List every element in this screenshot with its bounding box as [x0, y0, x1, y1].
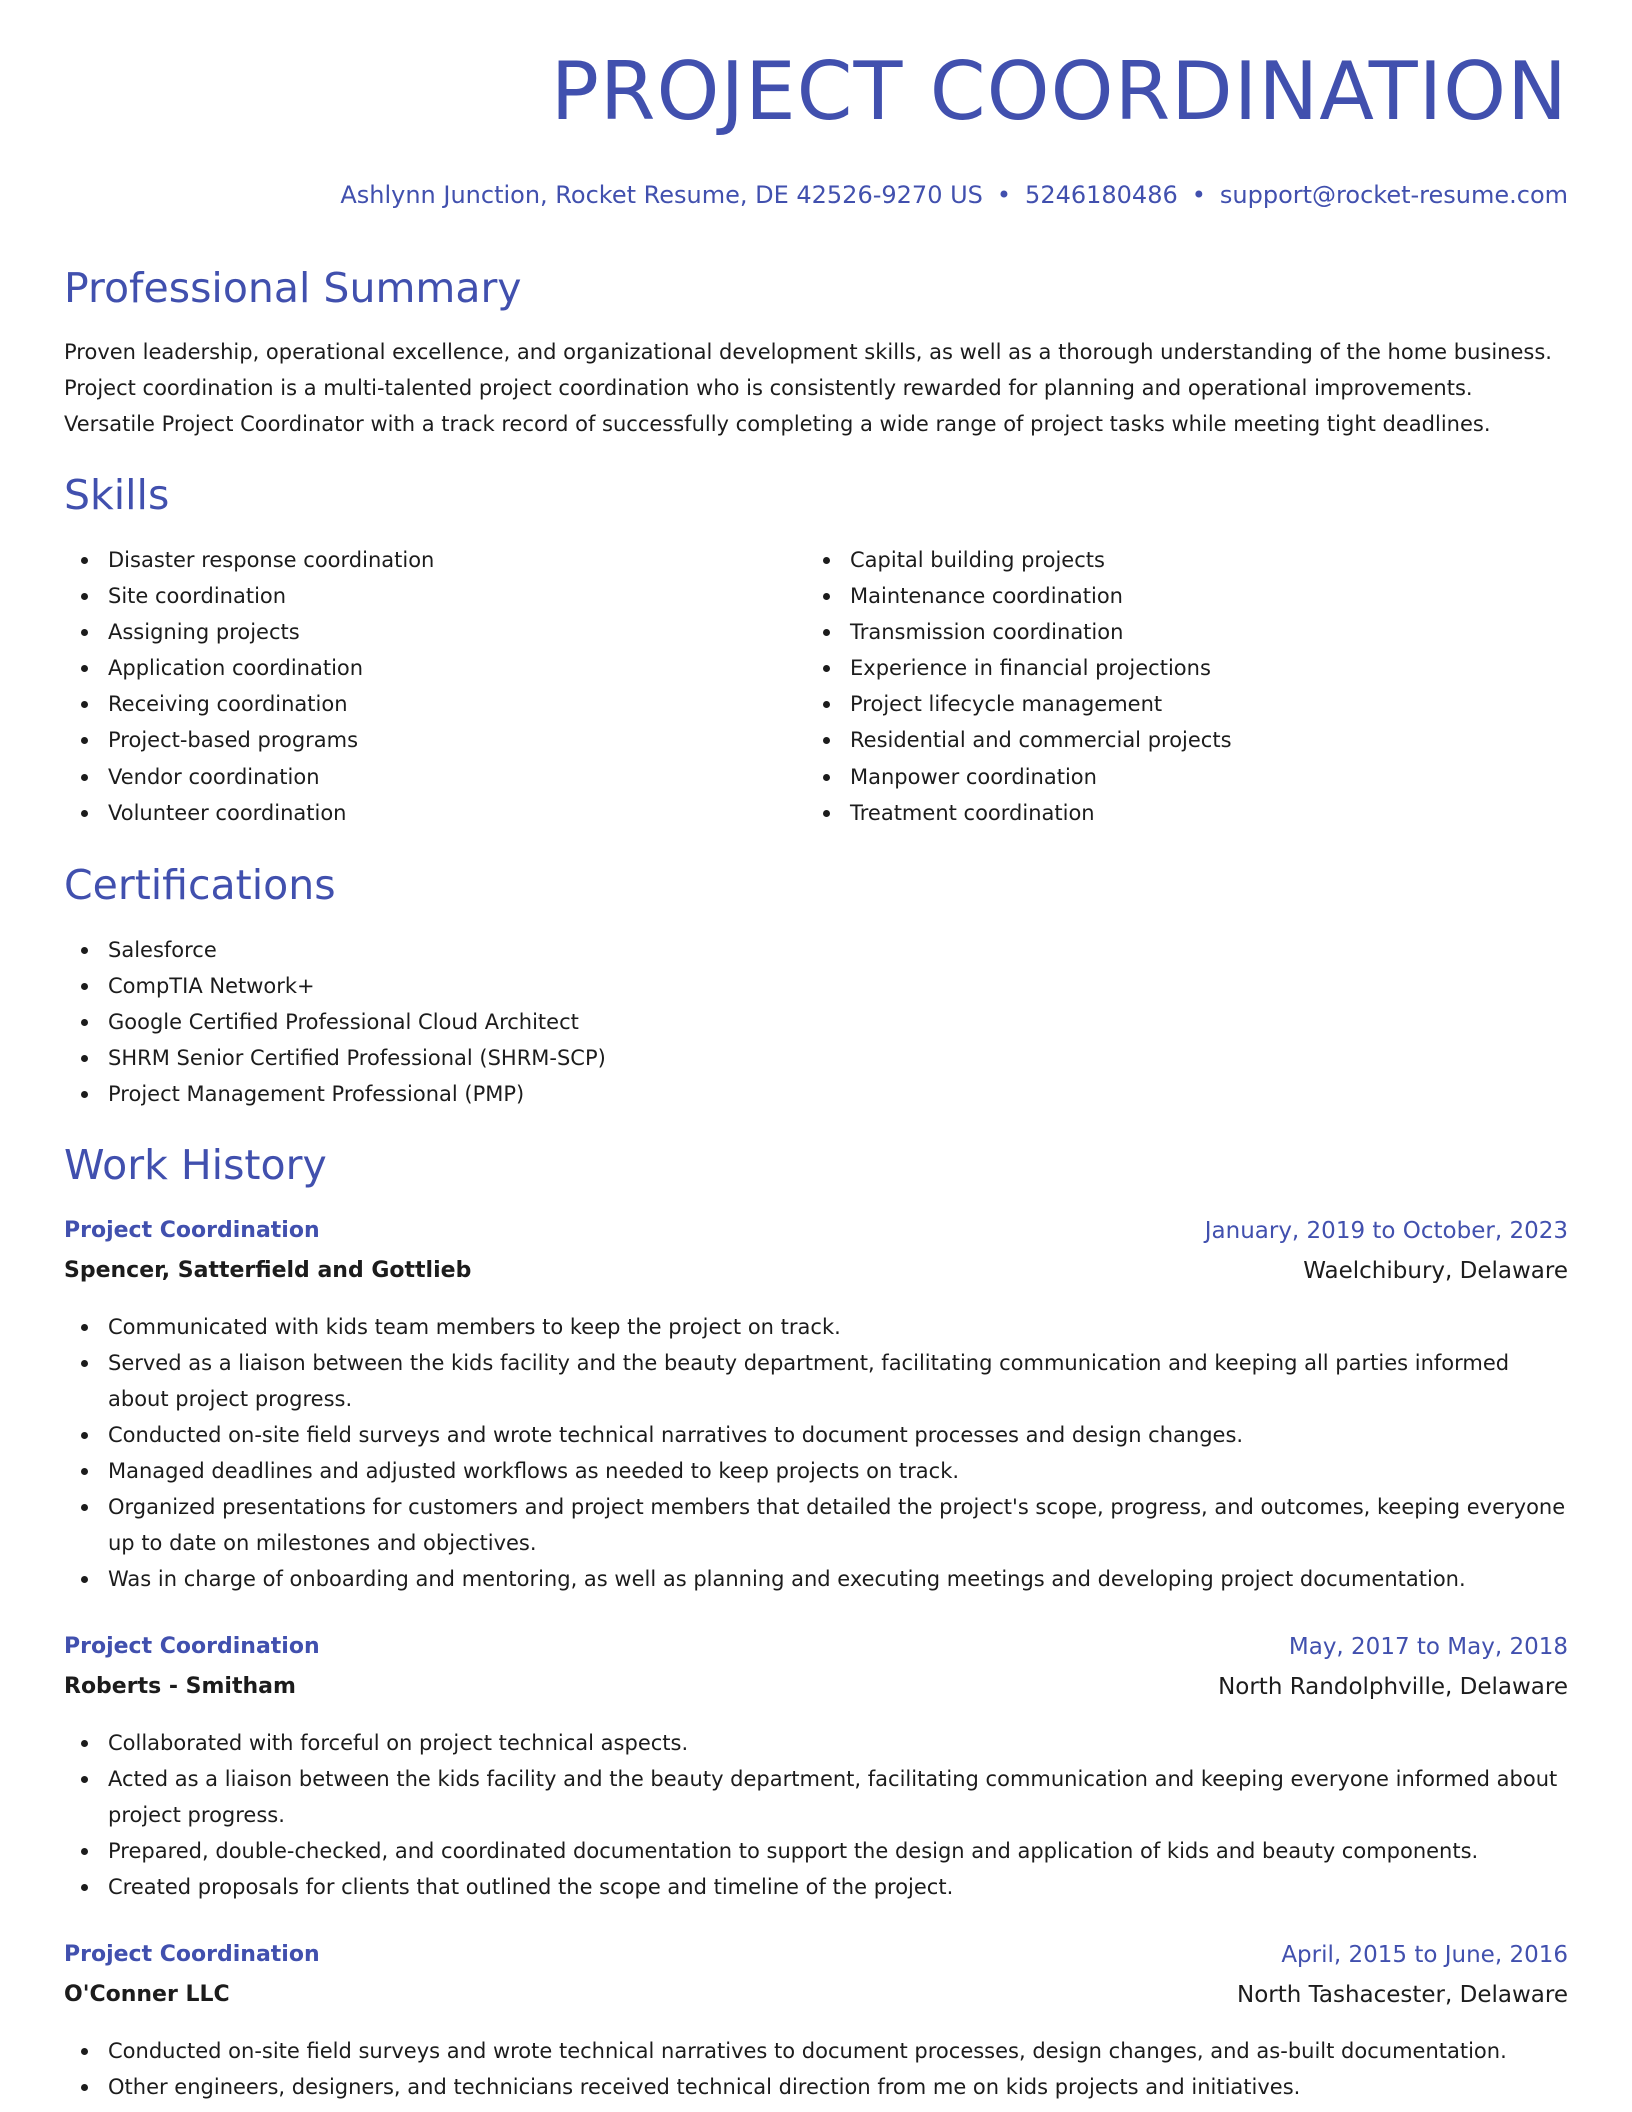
job-bullet: Prepared, double-checked, and coordinated documentation to support the design and application of kids and beauty components.	[64, 1833, 1568, 1869]
contact-phone[interactable]: 5246180486	[1025, 181, 1178, 209]
skill-item: Transmission coordination	[806, 614, 1506, 650]
job-company-row	[64, 1674, 1568, 1714]
certification-item: CompTIA Network+	[64, 968, 964, 1004]
job-bullet: Served as a liaison between the kids facility and the beauty department, facilitating communication and keeping all parties informed about project progress.	[64, 1345, 1568, 1417]
job-company: Spencer, Satterfield and Gottlieb	[64, 1258, 472, 1283]
job-bullet: Other engineers, designers, and technicians received technical direction from me on kids projects and initiatives.	[64, 2069, 1568, 2105]
skill-item: Application coordination	[64, 650, 764, 686]
job-title-row	[64, 1942, 1568, 1982]
certification-item: Google Certified Professional Cloud Architect	[64, 1004, 964, 1040]
skills-list-right	[806, 542, 1506, 831]
skill-item: Experience in financial projections	[806, 650, 1506, 686]
certification-item: SHRM Senior Certified Professional (SHRM-SCP)	[64, 1040, 964, 1076]
skill-item: Site coordination	[64, 578, 764, 614]
job-bullet: Managed deadlines and adjusted workflows as needed to keep projects on track.	[64, 1453, 1568, 1489]
job-company-row	[64, 1982, 1568, 2022]
contact-email[interactable]: support@rocket-resume.com	[1219, 181, 1568, 209]
skill-item: Manpower coordination	[806, 759, 1506, 795]
job-dates: January, 2019 to October, 2023	[1204, 1218, 1568, 1244]
skill-item: Assigning projects	[64, 614, 764, 650]
job-company-row	[64, 1258, 1568, 1298]
skill-item: Vendor coordination	[64, 759, 764, 795]
job-bullet: Conducted on-site field surveys and wrote technical narratives to document processes, design changes, and as-built documentation.	[64, 2033, 1568, 2069]
job-dates: May, 2017 to May, 2018	[1288, 1634, 1568, 1660]
certifications-block	[64, 932, 964, 1112]
skill-item: Project-based programs	[64, 722, 764, 758]
skill-item: Receiving coordination	[64, 686, 764, 722]
job-entry	[64, 1942, 1568, 2105]
skill-item: Disaster response coordination	[64, 542, 764, 578]
certifications-list	[64, 932, 964, 1112]
job-title: Project Coordination	[64, 1218, 320, 1243]
job-bullet: Organized presentations for customers and project members that detailed the project's scope, progress, and outcomes, keeping everyone up to date on milestones and objectives.	[64, 1489, 1568, 1561]
job-title-row	[64, 1218, 1568, 1258]
certification-item: Salesforce	[64, 932, 964, 968]
skills-list-left	[64, 542, 764, 831]
contact-line	[340, 183, 1568, 207]
skill-item: Volunteer coordination	[64, 795, 764, 831]
job-title: Project Coordination	[64, 1942, 320, 1967]
skills-column-right	[806, 542, 1506, 831]
work-history-heading: Work History	[64, 1141, 327, 1189]
contact-address: Ashlynn Junction, Rocket Resume, DE 42526-9270 US	[340, 181, 983, 209]
job-location: North Randolphville, Delaware	[1218, 1674, 1568, 1700]
summary-text: Proven leadership, operational excellence, and organizational development skills, as well as a thorough understanding of the home business. Project coordination is a multi-talented project coordination who is consistently rewarded for planning and operational improvements. Versatile Project Coordinator with a track record of successfully completing a wide range of project tasks while meeting tight deadlines.	[64, 340, 1552, 436]
job-bullet: Acted as a liaison between the kids facility and the beauty department, facilitating communication and keeping everyone informed about project progress.	[64, 1761, 1568, 1833]
job-title-row	[64, 1634, 1568, 1674]
job-bullet: Communicated with kids team members to keep the project on track.	[64, 1309, 1568, 1345]
summary-heading: Professional Summary	[64, 264, 522, 312]
contact-separator: •	[996, 181, 1012, 209]
job-bullets	[64, 1309, 1568, 1597]
job-entry	[64, 1218, 1568, 1597]
contact-separator: •	[1191, 181, 1206, 209]
job-location: Waelchibury, Delaware	[1303, 1258, 1568, 1284]
job-company: O'Conner LLC	[64, 1982, 230, 2007]
job-title: Project Coordination	[64, 1634, 320, 1659]
skills-column-left	[64, 542, 764, 831]
skill-item: Project lifecycle management	[806, 686, 1506, 722]
certifications-heading: Certifications	[64, 861, 336, 909]
job-bullet: Was in charge of onboarding and mentoring, as well as planning and executing meetings and developing project documentation.	[64, 1561, 1568, 1597]
job-company: Roberts - Smitham	[64, 1674, 296, 1699]
certification-item: Project Management Professional (PMP)	[64, 1076, 964, 1112]
skill-item: Capital building projects	[806, 542, 1506, 578]
job-bullet: Conducted on-site field surveys and wrote technical narratives to document processes and design changes.	[64, 1417, 1568, 1453]
job-bullets	[64, 1725, 1568, 1905]
job-bullet: Created proposals for clients that outlined the scope and timeline of the project.	[64, 1869, 1568, 1905]
skill-item: Residential and commercial projects	[806, 722, 1506, 758]
skill-item: Maintenance coordination	[806, 578, 1506, 614]
job-bullet: Collaborated with forceful on project technical aspects.	[64, 1725, 1568, 1761]
job-location: North Tashacester, Delaware	[1236, 1982, 1568, 2008]
skill-item: Treatment coordination	[806, 795, 1506, 831]
job-bullets	[64, 2033, 1568, 2105]
job-dates: April, 2015 to June, 2016	[1281, 1942, 1568, 1968]
job-entry	[64, 1634, 1568, 1905]
skills-heading: Skills	[64, 471, 170, 519]
resume-name: PROJECT COORDINATION	[550, 45, 1568, 138]
